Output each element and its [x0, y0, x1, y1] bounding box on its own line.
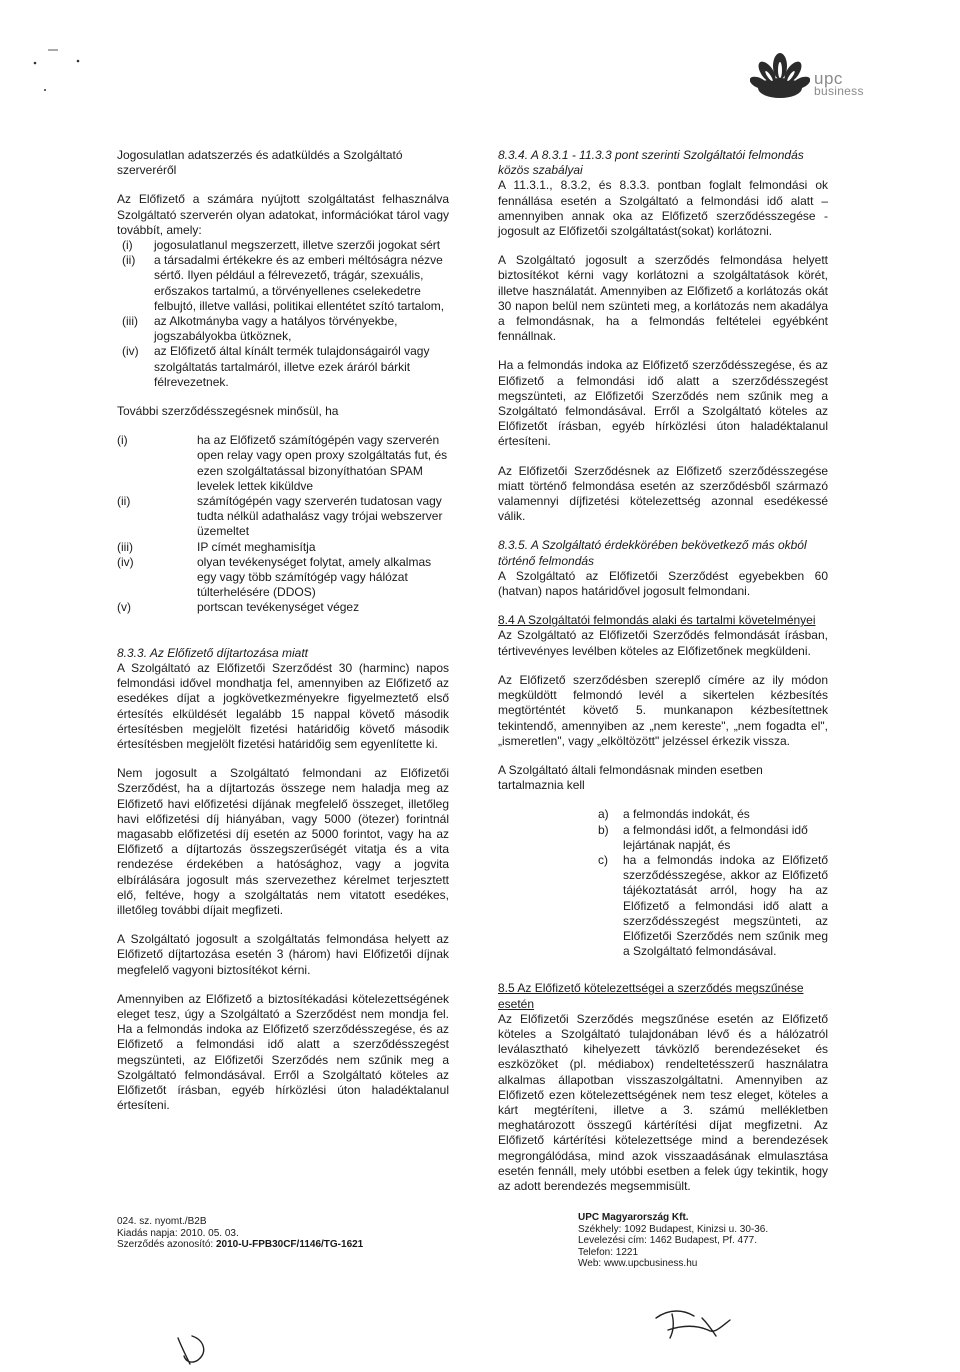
paragraph: További szerződésszegésnek minősül, ha: [117, 404, 339, 419]
list-number: (iv): [122, 344, 139, 359]
list-number: b): [598, 822, 609, 837]
signature-icon: [650, 1300, 740, 1345]
section-heading-834: 8.3.4. A 8.3.1 - 11.3.3 pont szerinti Szolgáltatói felmondás közös szabályai: [498, 148, 804, 178]
list-termination-contents: [598, 807, 828, 959]
list-item: [117, 540, 449, 555]
list-item: [598, 807, 828, 822]
paragraph: A 11.3.1., 8.3.2, és 8.3.3. pontban foglalt felmondási ok fennállása esetén a Szolgáltató a felmondási idő alatt – amennyiben annak oka az Előfizető szerződésszegése - jogosult az Előfizetői szolgáltatást(sokat) korlátozni.: [498, 178, 828, 239]
logo-line-2: business: [814, 84, 864, 98]
list-text: IP címét meghamisítja: [197, 539, 316, 554]
paragraph: Az Előfizető szerződésben szereplő címére az ily módon megküldött felmondó levél a sikertelen kézbesítés megtörténtét követő 5. munkanapon kézbesítettnek tekintendő, amennyiben az „nem kereste", „nem fogadta el", „ismeretlen", vagy „elköltözött" jelzéssel érkezik vissza.: [498, 672, 828, 748]
list-breach-cases: [117, 433, 449, 615]
list-number: (i): [117, 433, 128, 448]
contract-id: 2010-U-FPB30CF/1146/TG-1621: [215, 1239, 364, 1250]
list-number: (ii): [117, 494, 131, 509]
list-text: portscan tevékenységet végez: [197, 600, 360, 615]
list-item: [117, 494, 449, 540]
list-number: (v): [117, 600, 131, 615]
list-item: [117, 555, 449, 601]
list-item: [598, 823, 828, 853]
footer-left: [117, 1216, 447, 1251]
list-item: [122, 238, 449, 253]
logo-text: [814, 69, 864, 98]
list-number: a): [598, 807, 609, 822]
list-text: az Előfizető által kínált termék tulajdonságairól vagy szolgáltatás tartalmáról, illetve ezek áráról bárkit félrevezetnek.: [154, 344, 430, 389]
right-column: [498, 148, 828, 1208]
list-text: az Alkotmányba vagy a hatályos törvényekbe, jogszabályokba ütköznek,: [154, 314, 398, 344]
contract-id-label: Szerződés azonosító:: [117, 1239, 214, 1250]
list-text: számítógépén vagy szerverén tudatosan vagy tudta nélkül adathalász vagy trójai webszerver üzemeltet: [197, 494, 443, 539]
list-text: a társadalmi értékekre és az emberi méltóságra nézve sértő. Ilyen például a félrevezető, trágár, szexuális, erőszakos tartalmú, a törvényellenes cselekedetre felbujtó, illetve vallási, politikai ellentétet szító tartalom,: [154, 253, 445, 313]
list-text: a felmondás indokát, és: [623, 807, 750, 822]
company-web: Web: www.upcbusiness.hu: [578, 1258, 698, 1269]
list-item: [122, 253, 449, 314]
issue-date: Kiadás napja: 2010. 05. 03.: [117, 1227, 239, 1239]
section-title: Jogosulatlan adatszerzés és adatküldés a Szolgáltató szerveréről: [117, 148, 403, 178]
paragraph: Az Szolgáltató az Előfizetői Szerződés felmondását írásban, tértivevényes levélben köteles az Előfizetőnek megküldeni.: [498, 628, 828, 658]
paragraph: A Szolgáltató jogosult a szerződés felmondása helyett biztosítékot kérni vagy korlátozni a szolgáltatások körét, illetve használatát. Amennyiben az Előfizető a korlátozás okát 30 napon belül nem szünteti meg, a korlátozás nem akadálya a felmondásnak, ha a felmondás feltételei egyébként fennállnak.: [498, 253, 828, 344]
list-text: ha az Előfizető számítógépén vagy szerverén open relay vagy open proxy szolgáltatás fut, és ezen szolgáltatással bizonyíthatóan SPAM levelek lettek kiküldve: [197, 433, 448, 493]
footer-right: [578, 1212, 818, 1270]
paragraph: Az Előfizetői Szerződés megszűnése esetén az Előfizető köteles a Szolgáltató tulajdonában lévő és a hálózatról leválasztható kihelyezett távközlő berendezéseket és eszközöket (pl. médiabox) rendeltetésszerű használatra alkalmas állapotban visszaszolgáltatni. Amennyiben az Előfizető ezen kötelezettségének nem tesz eleget, köteles a kárt megtéríteni, illetve a 3. számú mellékletben meghatározott összegű kártérítési díjat megfizetni. Az Előfizető kártérítési kötelezettsége mind a berendezések megrongálódása, mind azok visszaadásának elmulasztása esetén fennáll, mely utóbbi esetben a felek úgy tekintik, hogy az adott berendezés megsemmisült.: [498, 1011, 828, 1193]
left-column: [117, 148, 449, 1127]
company-postal: Levelezési cím: 1462 Budapest, Pf. 477.: [578, 1235, 757, 1246]
section-heading-835: 8.3.5. A Szolgáltató érdekkörében bekövetkező más okból történő felmondás: [498, 538, 807, 568]
paragraph: A Szolgáltató az Előfizetői Szerződést 30 (harminc) napos felmondási idővel mondhatja fel, amennyiben az Előfizető az esedékes díjat a jogkövetkezményekre figyelmeztető első értesítés elküldését legalább 15 nappal követő második értesítésben megjelölt fizetési határidőig követő második értesítésben megjelölt fizetési határidőig sem egyenlítette ki.: [117, 660, 449, 751]
form-number: 024. sz. nyomt./B2B: [117, 1216, 207, 1227]
logo-line-1: upc: [814, 69, 843, 88]
company-name: UPC Magyarország Kft.: [578, 1212, 689, 1223]
list-text: jogosulatlanul megszerzett, illetve szerzői jogokat sért: [154, 238, 441, 253]
paragraph: A Szolgáltató az Előfizetői Szerződést egyebekben 60 (hatvan) napos határidővel jogosult felmondani.: [498, 568, 828, 599]
company-phone: Telefon: 1221: [578, 1246, 639, 1258]
list-number: (i): [122, 238, 133, 253]
list-item: [117, 600, 449, 615]
list-number: (iii): [122, 314, 138, 329]
list-number: (iii): [117, 539, 133, 554]
list-item: [122, 314, 449, 344]
list-content-violations: [122, 238, 449, 390]
section-heading-84: 8.4 A Szolgáltatói felmondás alaki és tartalmi követelményei: [498, 613, 816, 628]
list-item: [598, 853, 828, 959]
initials-icon: [168, 1330, 218, 1370]
company-seat: Székhely: 1092 Budapest, Kinizsi u. 30-36.: [578, 1223, 769, 1235]
upc-flower-logo-icon: [750, 52, 810, 102]
list-text: olyan tevékenységet folytat, amely alkalmas egy vagy több számítógép vagy hálózat túlterhelésére (DDOS): [197, 554, 432, 600]
paragraph: Az Előfizető a számára nyújtott szolgáltatást felhasználva Szolgáltató szerverén olyan adatokat, információkat tárol vagy továbbít, amely:: [117, 192, 449, 237]
paragraph: A Szolgáltató jogosult a szolgáltatás felmondása helyett az Előfizető díjtartozása esetén 3 (három) havi Előfizetői díjnak megfelelő vagyoni biztosítékot kérni.: [117, 932, 449, 977]
section-heading-85: 8.5 Az Előfizető kötelezettségei a szerződés megszűnése esetén: [498, 981, 804, 1011]
list-item: [122, 344, 449, 390]
paragraph: Ha a felmondás indoka az Előfizető szerződésszegése, és az Előfizető a felmondási idő alatt a szerződésszegést megszünteti, az Előfizetői Szerződés nem szűnik meg a Szolgáltató felmondásával. Erről a Szolgáltató köteles az Előfizetőt írásban, egyéb hírközlési úton haladéktalanul értesíteni.: [498, 358, 828, 449]
paragraph: Amennyiben az Előfizető a biztosítékadási kötelezettségének eleget tesz, úgy a Szolgáltató a Szerződést nem mondja fel. Ha a felmondás indoka az Előfizető szerződésszegése, és az Előfizető a felmondási idő alatt a szerződésszegést megszünteti, az Előfizetői Szerződés nem szűnik meg a Szolgáltató felmondásával. Erről a Szolgáltató köteles az Előfizetőt írásban, egyéb hírközlési úton haladéktalanul értesíteni.: [117, 991, 449, 1113]
list-item: [117, 433, 449, 494]
paragraph: Nem jogosult a Szolgáltató felmondani az Előfizetői Szerződést, ha a díjtartozás összege nem haladja meg az Előfizető havi előfizetési díjának megfelelő összeget, illetőleg havi előfizetési díj hiányában, vagy 5000 (ötezer) forintnál magasabb előfizetési díj esetén az 5000 forintot, vagy ha az Előfizető a díjtartozás összegszerűségét vitatja és a vita rendezése érdekében a hatósághoz, vagy a jogvita elbírálására jogosult más szervezethez kérelmet terjesztett elő, feltéve, hogy a szolgáltatás nem vitatott esedékes, illetőleg további díjait megfizeti.: [117, 766, 449, 917]
list-number: (ii): [122, 253, 136, 268]
list-number: (iv): [117, 554, 134, 569]
list-text: ha a felmondás indoka az Előfizető szerződésszegése, akkor az Előfizető tájékoztatását arról, hogy ha az Előfizető a felmondási idő alatt a szerződésszegést megszünteti, az Előfizetői Szerződés nem szűnik meg a Szolgáltató felmondásával.: [623, 852, 828, 959]
list-number: c): [598, 852, 608, 867]
section-heading-833: 8.3.3. Az Előfizető díjtartozása miatt: [117, 645, 308, 660]
list-text: a felmondási időt, a felmondási idő lejártának napját, és: [623, 822, 808, 852]
paragraph: A Szolgáltató általi felmondásnak minden esetben tartalmaznia kell: [498, 762, 763, 793]
contract-id-line: [117, 1239, 447, 1251]
paragraph: Az Előfizetői Szerződésnek az Előfizető szerződésszegése miatt történő felmondása esetén az szerződésből származó valamennyi díjfizetési kötelezettség azonnal esedékessé válik.: [498, 463, 828, 524]
